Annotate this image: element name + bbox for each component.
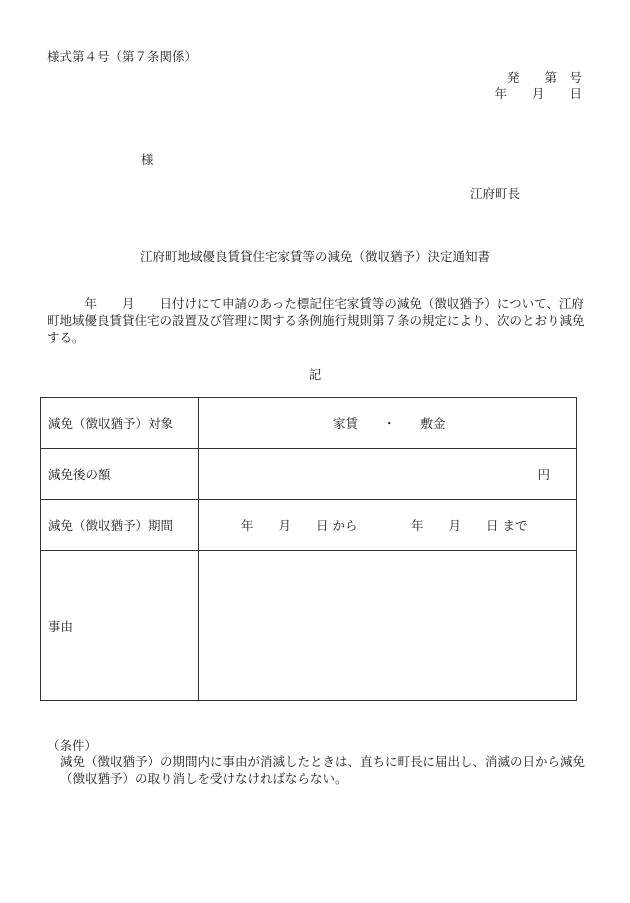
recipient-honorific: 様 bbox=[141, 152, 154, 167]
target-label: 減免（徴収猶予）対象 bbox=[48, 416, 174, 431]
period-from: 年 月 日 から bbox=[241, 518, 358, 533]
notes-heading: （条件） bbox=[47, 738, 98, 753]
amount-label: 減免後の額 bbox=[48, 467, 111, 482]
period-to: 年 月 日 まで bbox=[411, 518, 528, 533]
period-cell bbox=[199, 500, 576, 550]
reason-cell bbox=[199, 551, 576, 700]
issuer-name: 江府町長 bbox=[469, 186, 520, 201]
target-value: 家賃 ・ 敷金 bbox=[333, 416, 446, 431]
detail-table bbox=[40, 397, 577, 701]
target-cell bbox=[199, 398, 576, 448]
form-number: 様式第４号（第７条関係） bbox=[47, 49, 198, 64]
amount-unit: 円 bbox=[537, 467, 550, 482]
body-paragraph: 年 月 日付けにて申請のあった標記住宅家賃等の減免（徴収猶予）について、江府町地域優良賃貸住宅の設置及び管理に関する条例施行規則第７条の規定により、次のとおり減免する。 bbox=[47, 296, 585, 345]
ki-heading: 記 bbox=[308, 367, 322, 382]
document-title: 江府町地域優良賃貸住宅家賃等の減免（徴収猶予）決定通知書 bbox=[139, 249, 490, 264]
table-row-reason bbox=[41, 551, 576, 700]
table-row-amount bbox=[41, 449, 576, 500]
table-row-target bbox=[41, 398, 576, 449]
amount-cell bbox=[199, 449, 576, 499]
table-row-period bbox=[41, 500, 576, 551]
reason-label: 事由 bbox=[48, 618, 74, 634]
notes-text: 減免（徴収猶予）の期間内に事由が消滅したときは、直ちに町長に届出し、消滅の日から減免（徴収猶予）の取り消しを受けなければならない。 bbox=[60, 754, 586, 786]
period-label: 減免（徴収猶予）期間 bbox=[48, 518, 174, 533]
issue-date: 年 月 日 bbox=[494, 86, 582, 101]
issue-number: 発 第 号 bbox=[506, 70, 582, 85]
